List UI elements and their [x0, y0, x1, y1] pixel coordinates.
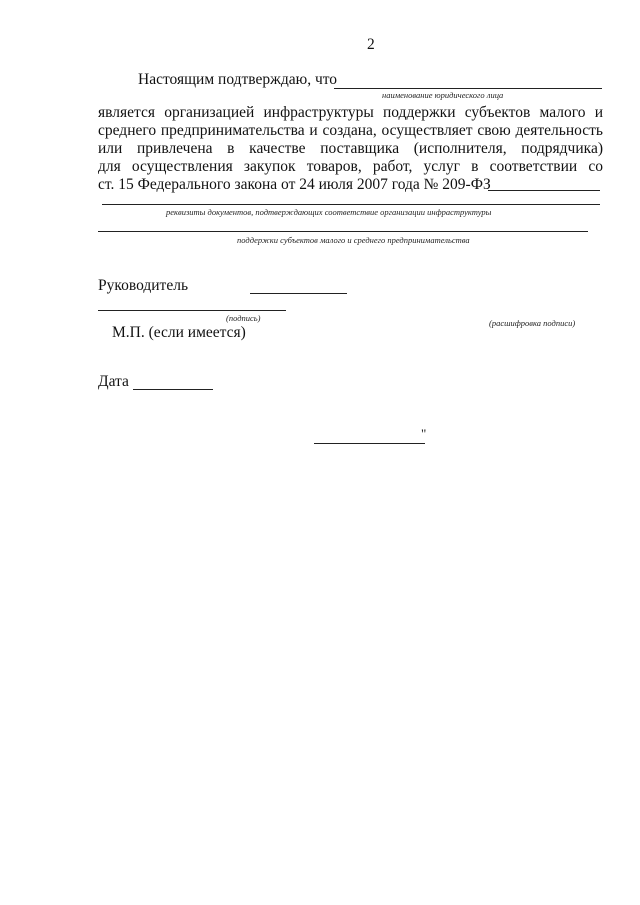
- requisites-caption-1: реквизиты документов, подтверждающих соответствие организации инфраструктуры: [166, 207, 492, 217]
- signature-line: [98, 310, 286, 311]
- date-label: Дата: [98, 373, 129, 390]
- bottom-line: [314, 443, 425, 444]
- requisites-caption-2: поддержки субъектов малого и среднего предпринимательства: [237, 235, 470, 245]
- paragraph-line-3: или привлечена в качестве поставщика (исполнителя, подрядчика): [98, 140, 603, 157]
- date-line: [133, 389, 213, 390]
- paragraph-line-5: ст. 15 Федерального закона от 24 июля 2007 года № 209-ФЗ: [98, 176, 491, 193]
- paragraph-line-4: для осуществления закупок товаров, работ, услуг в соответствии со: [98, 158, 603, 175]
- stamp-label: М.П. (если имеется): [112, 324, 246, 341]
- quote-mark: ": [421, 426, 427, 441]
- organization-name-caption: наименование юридического лица: [382, 90, 504, 100]
- requisites-line-2: [98, 231, 588, 232]
- signature-caption: (подпись): [226, 313, 261, 323]
- requisites-line-1: [102, 204, 600, 205]
- page-number: 2: [367, 36, 375, 53]
- signature-decode-caption: (расшифровка подписи): [489, 318, 576, 328]
- head-short-line: [250, 293, 347, 294]
- law-reference-line: [488, 190, 600, 191]
- confirm-lead-text: Настоящим подтверждаю, что: [138, 71, 338, 88]
- paragraph-line-1: является организацией инфраструктуры поддержки субъектов малого и: [98, 104, 603, 121]
- head-label: Руководитель: [98, 277, 189, 294]
- paragraph-line-2: среднего предпринимательства и создана, осуществляет свою деятельность: [98, 122, 603, 139]
- organization-name-line: [334, 88, 602, 89]
